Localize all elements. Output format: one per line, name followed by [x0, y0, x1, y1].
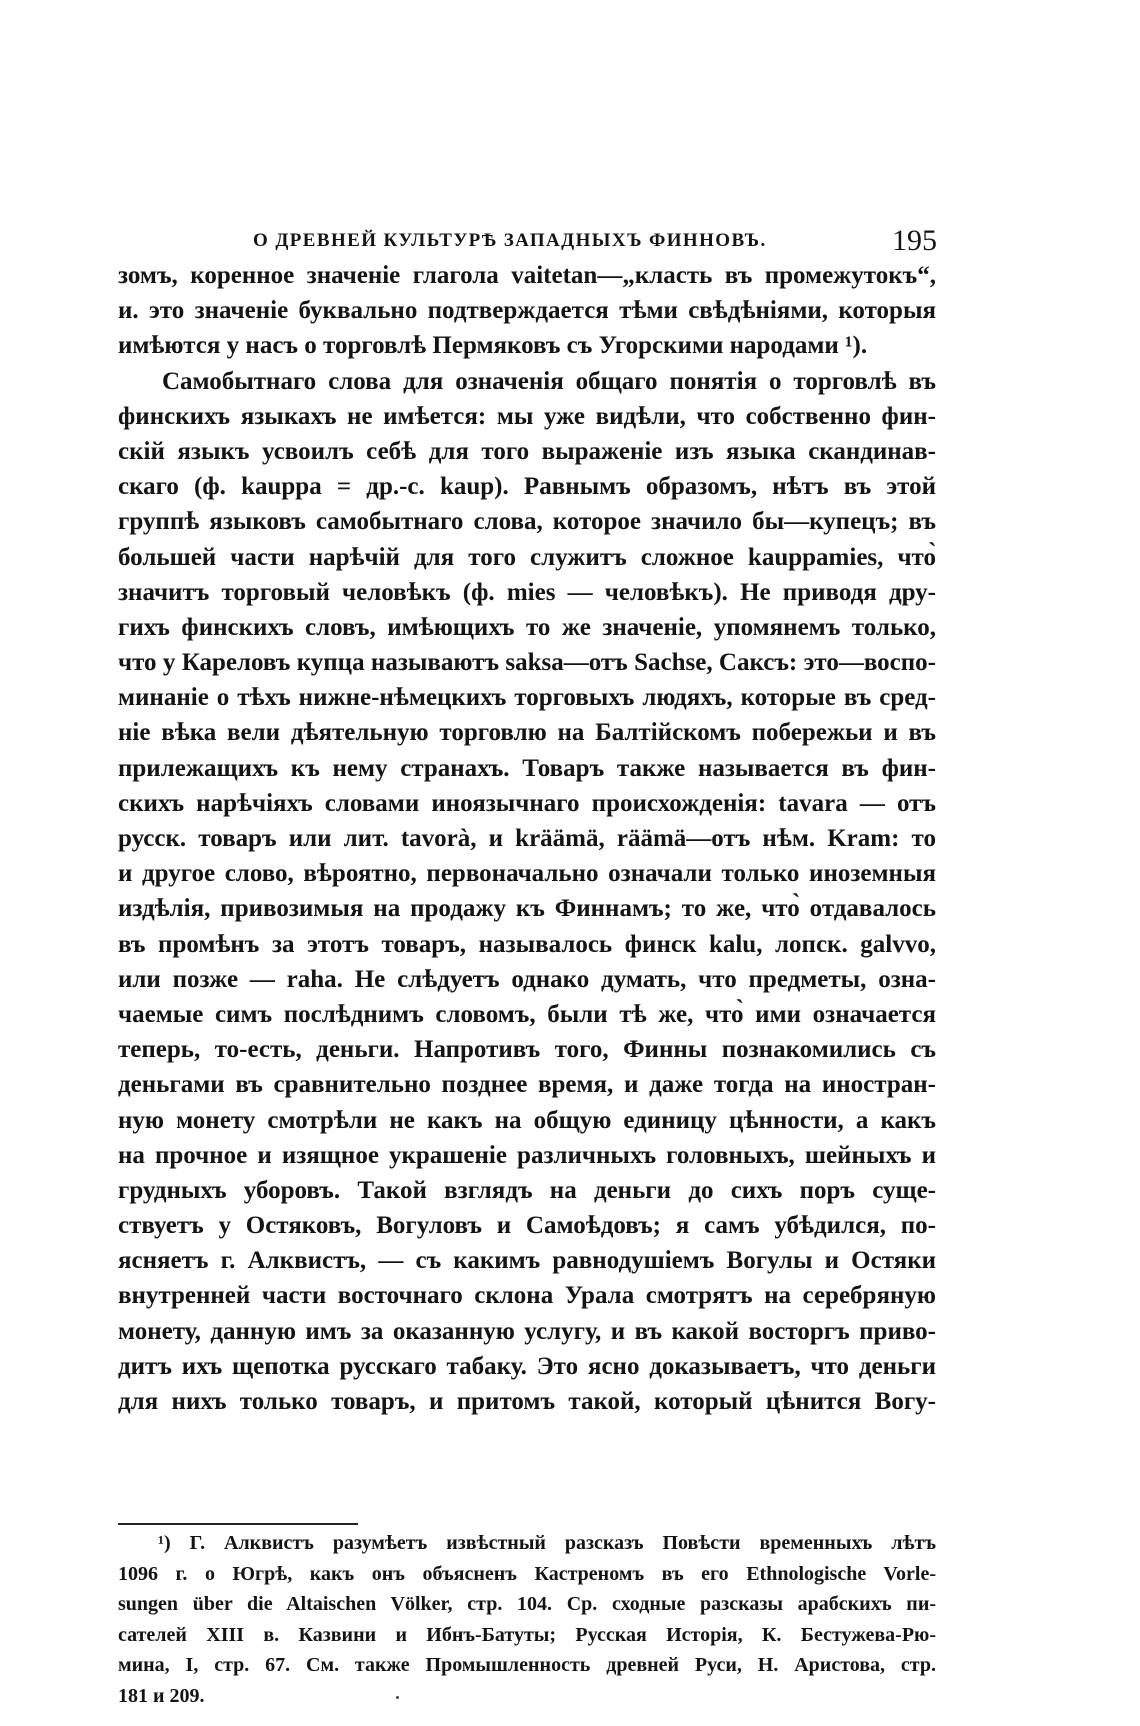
footnote-line: 1096 г. о Югрѣ, какъ онъ объясненъ Кастреномъ въ его Ethnologische Vorle- [118, 1562, 936, 1585]
text-line: русск. товаръ или лит. tavorà, и kräämä, räämä—отъ нѣм. Kram: то [118, 825, 936, 852]
text-line: большей части нарѣчій для того служитъ сложное kauppamies, что̀ [118, 543, 936, 571]
text-line: деньгами въ сравнительно позднее время, и даже тогда на иностран- [118, 1071, 936, 1099]
text-line: монету, данную имъ за оказанную услугу, и въ какой восторгъ приво- [118, 1317, 936, 1345]
text-line: скихъ нарѣчіяхъ словами иноязычнаго происхожденія: tavara — отъ [118, 789, 936, 817]
text-line: скаго (ф. kauppa = др.-с. kaup). Равнымъ образомъ, нѣтъ въ этой [118, 473, 936, 501]
text-line: финскихъ языкахъ не имѣется: мы уже видѣли, что собственно фин- [118, 402, 936, 430]
text-line: имѣются у насъ о торговлѣ Пермяковъ съ Угорскими народами ¹). [118, 332, 868, 360]
text-line: скій языкъ усвоилъ себѣ для того выраженіе изъ языка скандинав- [118, 437, 936, 465]
footnote-line: сателей XIII в. Казвини и Ибнъ-Батуты; Русская Исторія, К. Бестужева-Рю- [118, 1623, 936, 1646]
text-line: для нихъ только товаръ, и притомъ такой, который цѣнится Вогу- [118, 1388, 936, 1415]
main-text [118, 258, 936, 1419]
footnote-line: sungen über die Altaischen Völker, стр. 104. Ср. сходные разсказы арабскихъ пи- [118, 1593, 936, 1616]
text-line: въ промѣнъ за этотъ товаръ, называлось финск kalu, лопск. galvvo, [118, 930, 936, 958]
text-line: и другое слово, вѣроятно, первоначально означали только иноземныя [118, 860, 936, 888]
text-line: прилежащихъ къ нему странахъ. Товаръ также называется въ фин- [118, 754, 936, 782]
text-line: ясняетъ г. Алквистъ, — съ какимъ равнодушіемъ Вогулы и Остяки [118, 1247, 936, 1275]
running-title: О ДРЕВНЕЙ КУЛЬТУРѢ ЗАПАДНЫХЪ ФИННОВЪ. [253, 230, 767, 251]
page-speck [396, 1696, 399, 1699]
text-line: дитъ ихъ щепотка русскаго табаку. Это ясно доказываетъ, что деньги [118, 1352, 936, 1380]
text-line: ніе вѣка вели дѣятельную торговлю на Балтійскомъ побережьи и въ [118, 719, 936, 747]
text-line: и. это значеніе буквально подтверждается тѣми свѣдѣніями, которыя [118, 297, 936, 325]
text-line: внутренней части восточнаго склона Урала смотрятъ на серебряную [118, 1282, 936, 1310]
text-line: значитъ торговый человѣкъ (ф. mies — человѣкъ). Не приводя дру- [118, 578, 936, 606]
footnote-line: мина, I, стр. 67. См. также Промышленность древней Руси, Н. Аристова, стр. [118, 1654, 936, 1677]
text-line: гихъ финскихъ словъ, имѣющихъ то же значеніе, упомянемъ только, [118, 613, 936, 641]
footnote-line: 181 и 209. [118, 1684, 205, 1707]
text-line: на прочное и изящное украшеніе различныхъ головныхъ, шейныхъ и [118, 1141, 936, 1169]
text-line: или позже — raha. Не слѣдуетъ однако думать, что предметы, озна- [118, 965, 936, 993]
text-line: ствуетъ у Остяковъ, Вогуловъ и Самоѣдовъ; я самъ убѣдился, по- [118, 1212, 936, 1240]
text-line: чаемые симъ послѣднимъ словомъ, были тѣ же, что̀ ими означается [118, 1000, 936, 1028]
text-line: минаніе о тѣхъ нижне-нѣмецкихъ торговыхъ людяхъ, которые въ сред- [118, 684, 936, 712]
text-line: что у Кареловъ купца называютъ saksa—отъ Sachse, Саксъ: это—воспо- [118, 649, 936, 677]
text-line: грудныхъ уборовъ. Такой взглядъ на деньги до сихъ поръ суще- [118, 1176, 936, 1204]
text-line: издѣлія, привозимыя на продажу къ Финнамъ; то же, что̀ отдавалось [118, 895, 936, 923]
footnote-line: ¹) Г. Алквистъ разумѣетъ извѣстный разсказъ Повѣсти временныхъ лѣтъ [158, 1532, 936, 1554]
footnotes [118, 1528, 936, 1712]
text-line: группѣ языковъ самобытнаго слова, которое значило бы—купецъ; въ [118, 508, 936, 536]
page-number: 195 [892, 224, 937, 257]
text-line: Самобытнаго слова для означенія общаго понятія о торговлѣ въ [162, 367, 936, 395]
text-line: теперь, то-есть, деньги. Напротивъ того, Финны познакомились съ [118, 1036, 936, 1064]
text-line: зомъ, коренное значеніе глагола vaitetan—„класть въ промежутокъ“, [118, 262, 936, 289]
text-line: ную монету смотрѣли не какъ на общую единицу цѣнности, а какъ [118, 1106, 936, 1134]
footnote-separator [118, 1523, 358, 1525]
